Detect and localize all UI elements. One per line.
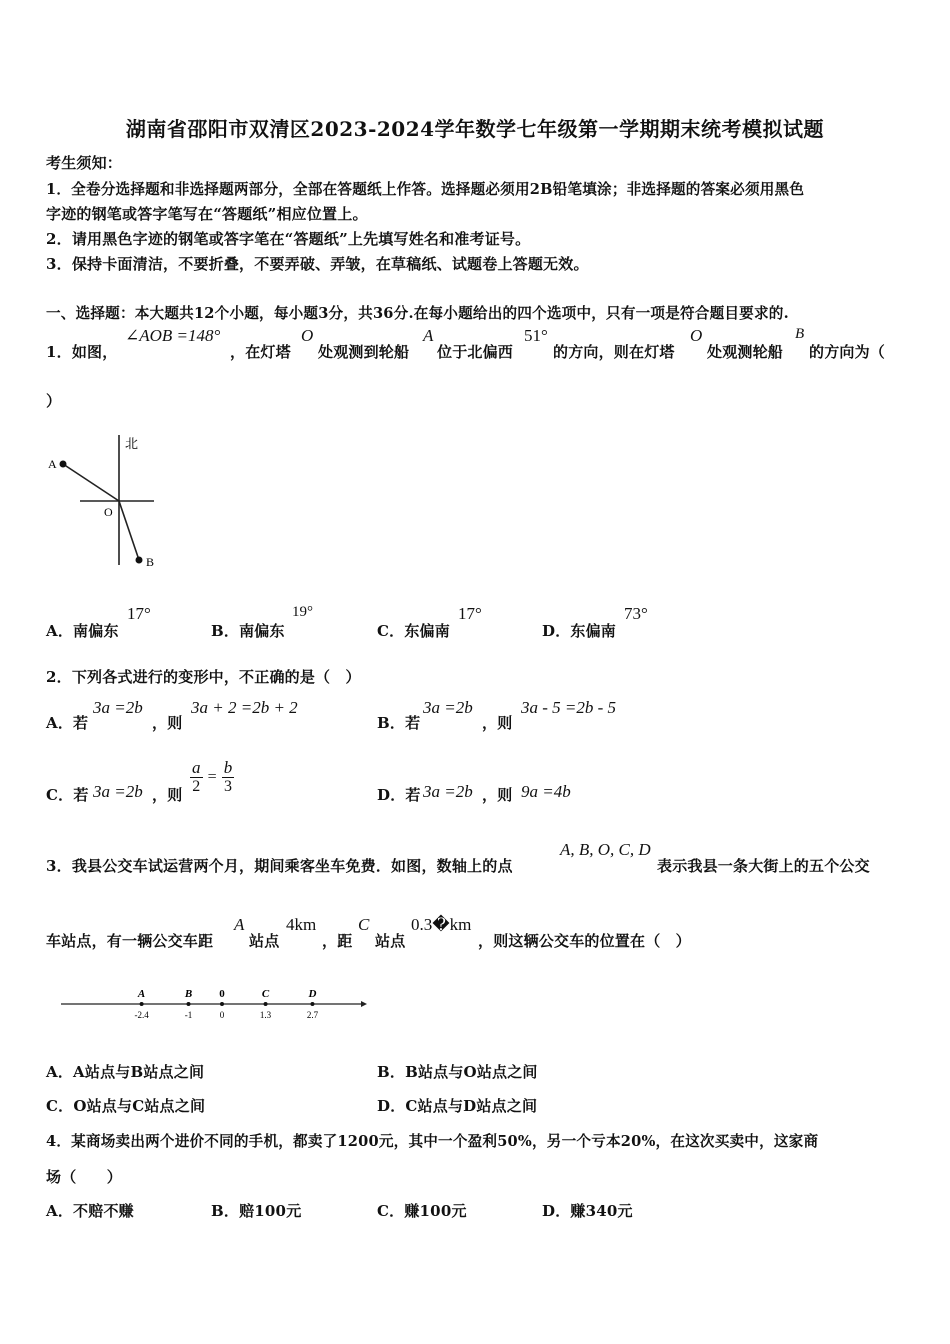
axis-arrow (361, 1001, 367, 1007)
q4-stem-2: 场（ ） (46, 1168, 123, 1186)
q2-d-res: 9a =4b (521, 782, 571, 801)
axis-point-name-4: D (308, 988, 317, 1000)
axis-point-value-2: 0 (219, 1010, 225, 1020)
point-a (60, 461, 67, 468)
q1-option-c-value: 17° (458, 604, 482, 623)
frac1-num: a (192, 758, 201, 777)
axis-point-name-0: A (137, 988, 146, 1000)
q3-text-4: 站点 (249, 932, 280, 950)
q2-option-a[interactable]: A．若 (46, 714, 89, 732)
q2-option-c[interactable]: C．若 (46, 786, 89, 804)
point-b (136, 557, 143, 564)
q1-close: ） (46, 392, 62, 410)
q2-b-then: ，则 (482, 714, 513, 732)
q1-figure (40, 430, 170, 575)
frac2-num: b (223, 758, 233, 777)
q2-b-cond: 3a =2b (423, 698, 473, 717)
q3-option-d[interactable]: D．C站点与D站点之间 (377, 1097, 538, 1115)
q1-angle: ∠AOB =148° (125, 326, 221, 345)
axis-point-0 (140, 1002, 144, 1006)
q1-text-5: 的方向，则在灯塔 (553, 343, 675, 361)
label-o: O (104, 505, 113, 519)
q1-text-2: ，在灯塔 (230, 343, 291, 361)
notice-line-1b: 字迹的钢笔或答字笔写在“答题纸”相应位置上。 (46, 205, 368, 223)
q1-option-b-value: 19° (292, 604, 313, 620)
label-north: 北 (125, 437, 139, 452)
frac1-den: 2 (192, 778, 201, 795)
q3-d1: 4km (286, 915, 317, 934)
q2-a-res: 3a + 2 =2b + 2 (191, 698, 298, 717)
label-a: A (48, 457, 57, 471)
q2-a-then: ，则 (152, 714, 183, 732)
axis-point-1 (187, 1002, 191, 1006)
q3-d2: 0.3�km (411, 915, 472, 934)
notice-line-1: 1．全卷分选择题和非选择题两部分，全部在答题纸上作答。选择题必须用2B铅笔填涂；非选择题的答案必须用黑色 (46, 181, 805, 198)
notice-heading: 考生须知： (46, 154, 123, 172)
q1-text-1: 1．如图， (46, 343, 118, 361)
q1-a: A (423, 326, 434, 345)
q3-points: A, B, O, C, D (560, 840, 651, 859)
notice-line-2: 2．请用黑色字迹的钢笔或答字笔在“答题纸”上先填写姓名和准考证号。 (46, 230, 531, 248)
q4-option-d[interactable]: D．赚340元 (542, 1202, 633, 1220)
q3-text-2: 表示我县一条大街上的五个公交 (657, 857, 870, 875)
q2-option-d[interactable]: D．若 (377, 786, 421, 804)
q4-option-a[interactable]: A．不赔不赚 (46, 1202, 134, 1220)
notice-line-3: 3．保持卡面清洁，不要折叠，不要弄破、弄皱，在草稿纸、试题卷上答题无效。 (46, 255, 589, 273)
q2-c-then: ，则 (152, 786, 183, 804)
ray-ob (119, 501, 139, 560)
axis-point-name-2: 0 (219, 988, 225, 1000)
q3-text-5: ，距 (322, 932, 353, 950)
q1-option-d[interactable]: D．东偏南 (542, 622, 617, 640)
ray-oa (63, 464, 119, 501)
q1-text-3: 处观测到轮船 (318, 343, 410, 361)
q3-text-7: ，则这辆公交车的位置在（ ） (478, 932, 691, 950)
q1-option-a[interactable]: A．南偏东 (46, 622, 119, 640)
q2-c-eq: = (207, 768, 217, 786)
q3-text-3: 车站点，有一辆公交车距 (46, 932, 214, 950)
q2-b-res: 3a - 5 =2b - 5 (521, 698, 617, 717)
q3-a: A (234, 915, 245, 934)
label-b: B (146, 555, 155, 569)
axis-point-2 (220, 1002, 224, 1006)
axis-point-name-3: C (261, 988, 270, 1000)
q2-d-cond: 3a =2b (423, 782, 473, 801)
q1-b: B (795, 326, 805, 342)
q3-option-b[interactable]: B．B站点与O站点之间 (377, 1063, 538, 1081)
axis-point-3 (264, 1002, 268, 1006)
page-title: 湖南省邵阳市双清区2023-2024学年数学七年级第一学期期末统考模拟试题 (125, 117, 825, 141)
q3-text-1: 3．我县公交车试运营两个月，期间乘客坐车免费．如图，数轴上的点 (46, 857, 513, 875)
axis-point-name-1: B (184, 988, 193, 1000)
q1-o: O (301, 326, 314, 345)
section-heading: 一、选择题：本大题共12个小题，每小题3分，共36分.在每小题给出的四个选项中，只有一项是符合题目要求的. (46, 305, 789, 322)
q3-c: C (358, 915, 370, 934)
q1-deg: 51° (524, 326, 548, 345)
q1-option-d-value: 73° (624, 604, 648, 623)
q2-stem: 2．下列各式进行的变形中，不正确的是（ ） (46, 668, 361, 686)
axis-point-value-0: -2.4 (134, 1010, 149, 1020)
q1-text-7: 的方向为（ (809, 343, 886, 361)
q3-option-c[interactable]: C．O站点与C站点之间 (46, 1097, 206, 1115)
q4-option-b[interactable]: B．赔100元 (211, 1202, 302, 1220)
axis-point-value-3: 1.3 (259, 1010, 272, 1020)
q2-c-frac1 (190, 759, 203, 796)
q4-option-c[interactable]: C．赚100元 (377, 1202, 467, 1220)
q1-text-6: 处观测轮船 (707, 343, 784, 361)
q1-text-4: 位于北偏西 (437, 343, 514, 361)
q2-c-result (190, 759, 234, 796)
q1-option-c[interactable]: C．东偏南 (377, 622, 450, 640)
q2-a-cond: 3a =2b (93, 698, 143, 717)
axis-point-4 (310, 1002, 314, 1006)
q4-stem-1: 4．某商场卖出两个进价不同的手机，都卖了1200元，其中一个盈利50%，另一个亏本20%，在这次买卖中，这家商 (46, 1133, 819, 1150)
q2-d-then: ，则 (482, 786, 513, 804)
q1-option-b[interactable]: B．南偏东 (211, 622, 285, 640)
q3-option-a[interactable]: A．A站点与B站点之间 (46, 1063, 205, 1081)
axis-point-value-1: -1 (184, 1010, 193, 1020)
q2-c-cond: 3a =2b (93, 782, 143, 801)
q3-text-6: 站点 (375, 932, 406, 950)
q2-option-b[interactable]: B．若 (377, 714, 421, 732)
q2-c-frac2 (222, 759, 235, 796)
q1-o2: O (690, 326, 703, 345)
frac2-den: 3 (223, 778, 232, 795)
axis-point-value-4: 2.7 (306, 1010, 319, 1020)
q1-option-a-value: 17° (127, 604, 151, 623)
q3-number-line (55, 982, 375, 1028)
